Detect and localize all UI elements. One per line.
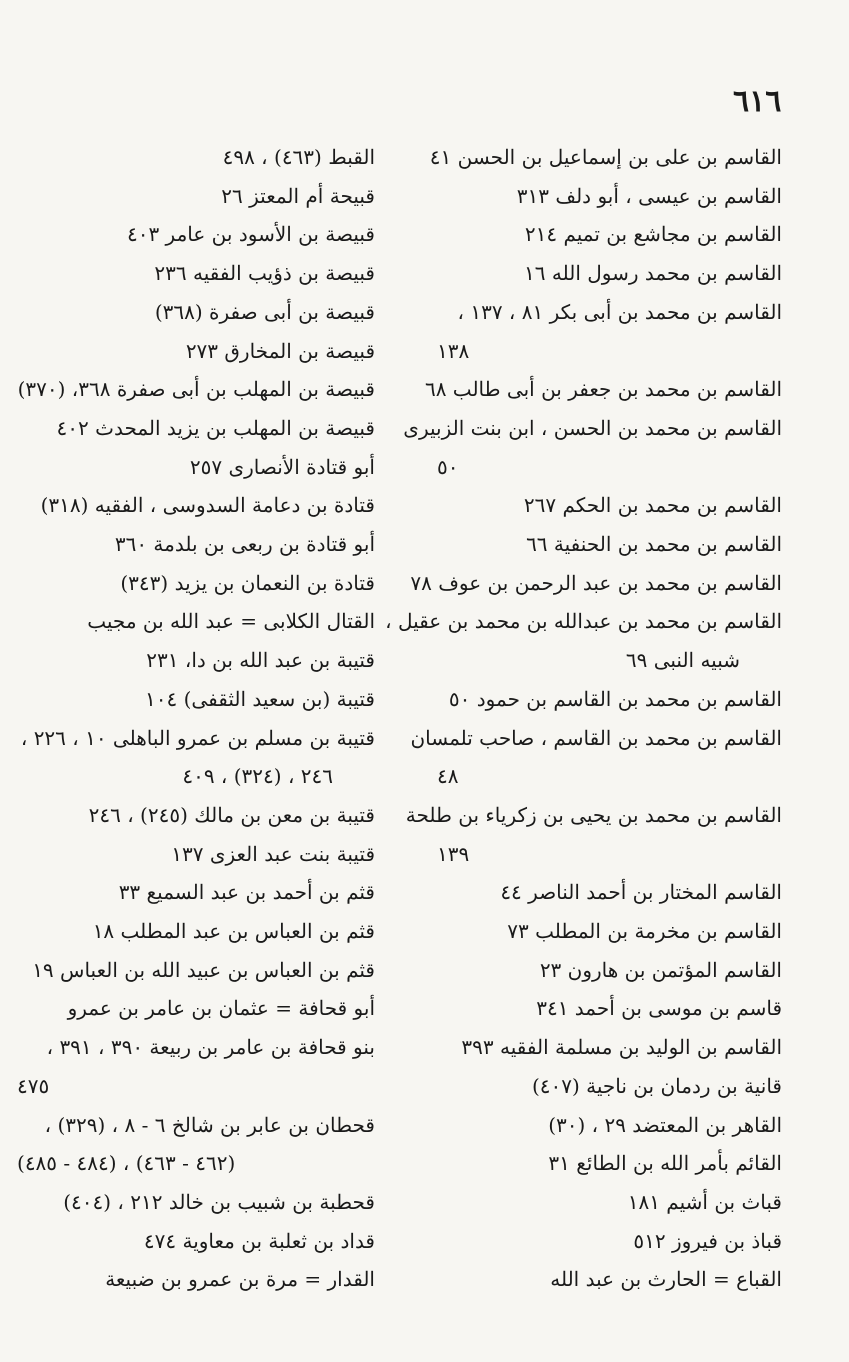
- index-entry: قبيصة بن المهلب بن يزيد المحدث ٤٠٢: [56, 415, 375, 440]
- index-entry: قتيبة (بن سعيد الثقفى) ١٠٤: [145, 686, 375, 711]
- index-entry: القاسم بن مجاشع بن تميم ٢١٤: [524, 222, 782, 247]
- index-column-left: [17, 138, 375, 1299]
- index-entry: قداد بن ثعلبة بن معاوية ٤٧٤: [143, 1228, 375, 1253]
- index-entry: القاسم بن محمد بن يحيى بن زكرياء بن طلحة: [405, 802, 782, 827]
- index-entry: القاسم بن على بن إسماعيل بن الحسن ٤١: [429, 145, 782, 169]
- index-entry: قثم بن العباس بن عبيد الله بن العباس ١٩: [32, 957, 375, 982]
- index-entry: ٢٤٦ ، (٣٢٤) ، ٤٠٩: [182, 764, 333, 789]
- index-entry: القاهر بن المعتضد ٢٩ ، (٣٠): [548, 1112, 782, 1137]
- index-entry: القاسم بن محمد بن الحكم ٢٦٧: [523, 493, 782, 518]
- index-entry-continuation: (٤٦٢ - ٤٦٣) ، (٤٨٤ - ٤٨٥): [17, 1151, 236, 1176]
- index-entry: القاسم بن محمد بن أبى بكر ٨١ ، ١٣٧ ،: [457, 299, 782, 324]
- index-entry: قبيصة بن المخارق ٢٧٣: [185, 338, 375, 363]
- index-entry-continuation: ١٣٩: [437, 841, 470, 866]
- index-entry: قتيبة بن معن بن مالك (٢٤٥) ، ٢٤٦: [88, 802, 375, 827]
- index-entry: قانية بن ردمان بن ناجية (٤٠٧): [531, 1073, 782, 1098]
- index-entry: قباذ بن فيروز ٥١٢: [633, 1228, 782, 1253]
- index-column-right: [385, 138, 782, 1299]
- index-entry: القاسم بن محمد رسول الله ١٦: [524, 261, 782, 286]
- index-entry: قتادة بن النعمان بن يزيد (٣٤٣): [120, 570, 375, 595]
- index-entry: أبو قتادة بن ربعى بن بلدمة ٣٦٠: [114, 532, 375, 557]
- index-entry: بنو قحافة بن عامر بن ربيعة ٣٩٠ ، ٣٩١ ،: [46, 1035, 375, 1060]
- index-entry: قتيبة بن مسلم بن عمرو الباهلى ١٠ ، ٢٢٦ ،: [20, 725, 375, 750]
- index-entry: قتادة بن دعامة السدوسى ، الفقيه (٣١٨): [40, 493, 375, 518]
- index-entry: قبيصة بن ذؤيب الفقيه ٢٣٦: [154, 261, 375, 286]
- index-entry: قبيصة بن أبى صفرة (٣٦٨): [154, 299, 375, 324]
- page-number: ٦١٦: [733, 84, 782, 119]
- index-entry: قثم بن العباس بن عبد المطلب ١٨: [92, 919, 375, 944]
- index-entry: القاسم بن محمد بن الحنفية ٦٦: [526, 532, 782, 557]
- index-entry: القائم بأمر الله بن الطائع ٣١: [548, 1151, 782, 1176]
- index-entry: القباع = الحارث بن عبد الله: [550, 1267, 782, 1292]
- index-entry: القاسم بن محمد بن عبدالله بن محمد بن عقيل ،: [385, 609, 782, 634]
- index-entry: قبيحة أم المعتز ٢٦: [221, 183, 375, 208]
- index-entry: قباث بن أشيم ١٨١: [627, 1189, 782, 1214]
- index-entry: قاسم بن موسى بن أحمد ٣٤١: [536, 996, 782, 1021]
- index-entry: قثم بن أحمد بن عبد السميع ٣٣: [118, 880, 375, 905]
- index-entry: قبيصة بن المهلب بن أبى صفرة ٣٦٨، (٣٧٠): [17, 377, 375, 402]
- index-entry: قحطبة بن شبيب بن خالد ٢١٢ ، (٤٠٤): [63, 1189, 375, 1214]
- index-entry: القدار = مرة بن عمرو بن ضبيعة: [105, 1267, 375, 1292]
- index-entry: القاسم بن مخرمة بن المطلب ٧٣: [507, 919, 782, 944]
- index-entry: القاسم بن محمد بن عبد الرحمن بن عوف ٧٨: [410, 570, 782, 595]
- index-entry: أبو قحافة = عثمان بن عامر بن عمرو: [67, 996, 375, 1021]
- index-entry-continuation: ٤٨: [437, 764, 459, 789]
- index-entry: شبيه النبى ٦٩: [625, 648, 740, 673]
- index-entry: القاسم بن عيسى ، أبو دلف ٣١٣: [516, 183, 782, 208]
- index-entry: القاسم بن محمد بن القاسم بن حمود ٥٠: [448, 686, 782, 711]
- index-entry-continuation: ١٣٨: [437, 338, 470, 363]
- index-entry: قتيبة بن عبد الله بن دا، ٢٣١: [146, 648, 375, 673]
- index-entry: القاسم بن محمد بن جعفر بن أبى طالب ٦٨: [424, 377, 782, 402]
- index-entry-continuation: ٤٧٥: [17, 1073, 50, 1098]
- index-entry: القاسم بن محمد بن الحسن ، ابن بنت الزبيرى: [403, 415, 782, 440]
- index-entry: أبو قتادة الأنصارى ٢٥٧: [189, 454, 375, 479]
- index-entry: القاسم المؤتمن بن هارون ٢٣: [539, 957, 782, 982]
- index-entry: القتال الكلابى = عبد الله بن مجيب: [87, 609, 375, 634]
- index-entry: القاسم بن محمد بن القاسم ، صاحب تلمسان: [410, 725, 782, 750]
- index-entry: قحطان بن عابر بن شالخ ٦ - ٨ ، (٣٢٩) ،: [44, 1112, 375, 1137]
- index-entry: قبيصة بن الأسود بن عامر ٤٠٣: [126, 222, 375, 247]
- index-entry: قتيبة بنت عبد العزى ١٣٧: [171, 841, 375, 866]
- index-entry: القاسم بن الوليد بن مسلمة الفقيه ٣٩٣: [461, 1035, 782, 1060]
- index-entry-continuation: ٥٠: [437, 454, 459, 479]
- index-entry: القاسم المختار بن أحمد الناصر ٤٤: [500, 880, 782, 905]
- index-entry: القبط (٤٦٣) ، ٤٩٨: [222, 145, 375, 169]
